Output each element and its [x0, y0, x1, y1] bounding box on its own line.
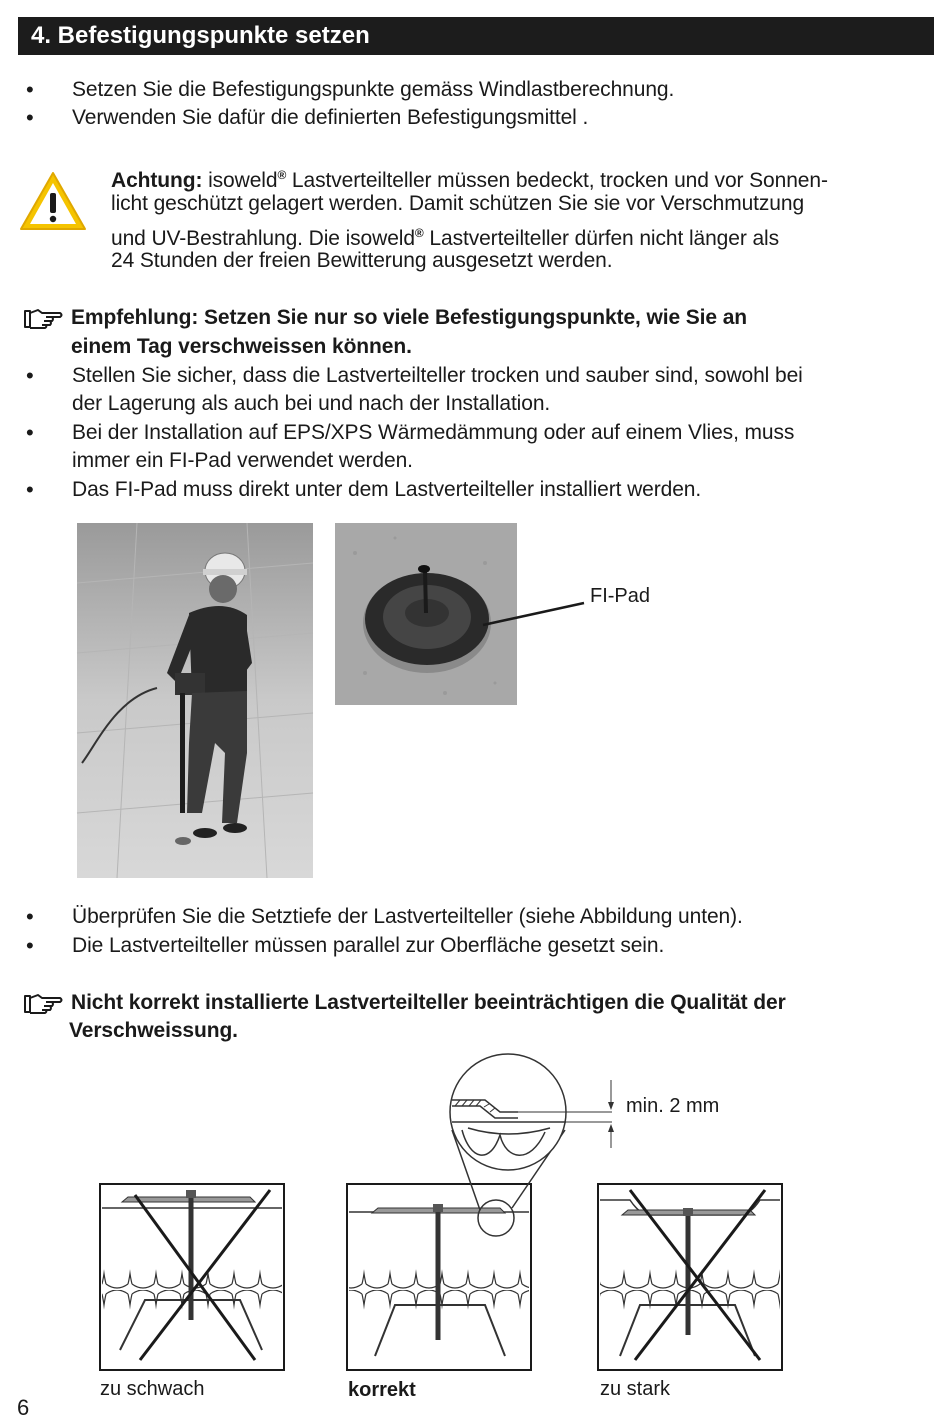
- recommendation-line-2: einem Tag verschweissen können.: [71, 335, 412, 358]
- warning-line-1-text: Lastverteilteller müssen bedeckt, trocken und vor Sonnen-: [286, 169, 828, 192]
- warning-label: Achtung:: [111, 169, 203, 192]
- warning-line-4: 24 Stunden der freien Bewitterung ausgesetzt werden.: [111, 249, 613, 272]
- caption-too-weak: zu schwach: [100, 1378, 205, 1400]
- diagram-too-strong: [598, 1184, 782, 1370]
- registered-mark: ®: [414, 226, 424, 240]
- fi-pad-label: FI-Pad: [590, 585, 651, 607]
- pointing-hand-icon: [24, 992, 64, 1014]
- bullet-dot: •: [26, 420, 34, 445]
- list-item-continuation: der Lagerung als auch bei und nach der Installation.: [72, 392, 551, 415]
- list-item: Bei der Installation auf EPS/XPS Wärmedämmung oder auf einem Vlies, muss: [72, 421, 795, 444]
- diagram-correct: [347, 1054, 614, 1370]
- list-item: Überprüfen Sie die Setztiefe der Lastverteilteller (siehe Abbildung unten).: [72, 905, 743, 928]
- brand-name: isoweld: [345, 227, 415, 250]
- bullet-dot: •: [26, 105, 34, 130]
- list-item: Stellen Sie sicher, dass die Lastverteilteller trocken und sauber sind, sowohl bei: [72, 364, 803, 387]
- fi-pad-pointer-line: [480, 598, 590, 628]
- list-item-continuation: immer ein FI-Pad verwendet werden.: [72, 449, 413, 472]
- list-item: Das FI-Pad muss direkt unter dem Lastverteilteller installiert werden.: [72, 478, 702, 501]
- brand-name: isoweld: [208, 169, 278, 192]
- list-item: Die Lastverteilteller müssen parallel zur Oberfläche gesetzt sein.: [72, 934, 665, 957]
- bullet-dot: •: [26, 904, 34, 929]
- section-title: 4. Befestigungspunkte setzen: [18, 17, 934, 55]
- worker-photo: [77, 523, 313, 878]
- warning-line-3-text-a: und UV-Bestrahlung. Die: [111, 227, 346, 250]
- page-number: 6: [17, 1395, 30, 1420]
- note-line-2: Verschweissung.: [69, 1019, 238, 1042]
- installation-diagrams: [0, 1050, 950, 1380]
- diagram-too-weak: [100, 1184, 284, 1370]
- bullet-dot: •: [26, 77, 34, 102]
- caption-correct: korrekt: [348, 1379, 416, 1401]
- pointing-hand-icon: [24, 307, 64, 329]
- bullet-dot: •: [26, 363, 34, 388]
- registered-mark: ®: [277, 168, 287, 182]
- warning-icon: [18, 170, 88, 232]
- bullet-dot: •: [26, 477, 34, 502]
- recommendation-line-1: Empfehlung: Setzen Sie nur so viele Befestigungspunkte, wie Sie an: [71, 306, 748, 329]
- list-item: Setzen Sie die Befestigungspunkte gemäss Windlastberechnung.: [72, 78, 675, 101]
- warning-line-3-text-b: Lastverteilteller dürfen nicht länger als: [423, 227, 779, 250]
- warning-line-2: licht geschützt gelagert werden. Damit schützen Sie sie vor Verschmutzung: [111, 192, 805, 215]
- bullet-dot: •: [26, 933, 34, 958]
- min-depth-label: min. 2 mm: [626, 1095, 720, 1117]
- note-line-1: Nicht korrekt installierte Lastverteilteller beeinträchtigen die Qualität der: [71, 991, 786, 1014]
- list-item: Verwenden Sie dafür die definierten Befestigungsmittel .: [72, 106, 589, 129]
- caption-too-strong: zu stark: [600, 1378, 671, 1400]
